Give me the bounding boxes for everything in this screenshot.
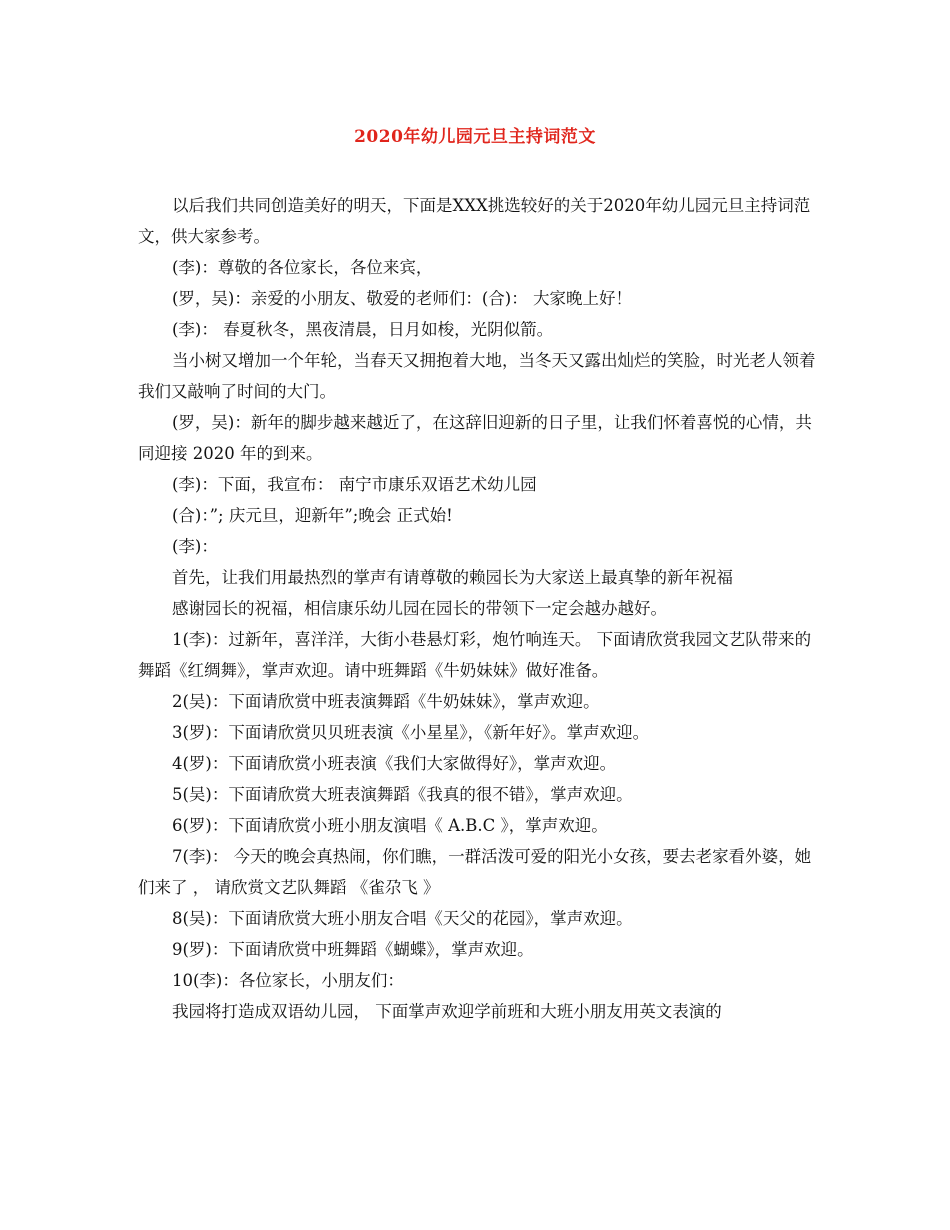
paragraph: 当小树又增加一个年轮，当春天又拥抱着大地，当冬天又露出灿烂的笑脸，时光老人领着我们又敲响了时间的大门。 bbox=[138, 351, 816, 401]
paragraph: (李)： 春夏秋冬，黑夜清晨，日月如梭，光阴似箭。 bbox=[172, 320, 554, 339]
document-body bbox=[138, 190, 818, 1027]
paragraph: 10(李)：各位家长，小朋友们： bbox=[172, 971, 404, 990]
paragraph: 6(罗)：下面请欣赏小班小朋友演唱《 A.B.C 》，掌声欢迎。 bbox=[172, 816, 608, 835]
paragraph: 7(李)： 今天的晚会真热闹，你们瞧，一群活泼可爱的阳光小女孩，要去老家看外婆，她们来了 ， 请欣赏文艺队舞蹈 《雀尕飞 》 bbox=[138, 847, 812, 897]
paragraph: 9(罗)：下面请欣赏中班舞蹈《蝴蝶》，掌声欢迎。 bbox=[172, 940, 534, 959]
paragraph: 以后我们共同创造美好的明天，下面是XXX挑选较好的关于2020年幼儿园元旦主持词范文，供大家参考。 bbox=[138, 196, 811, 246]
paragraph: 5(吴)：下面请欣赏大班表演舞蹈《我真的很不错》，掌声欢迎。 bbox=[172, 785, 633, 804]
paragraph: 8(吴)：下面请欣赏大班小朋友合唱《天父的花园》，掌声欢迎。 bbox=[172, 909, 633, 928]
paragraph: (李)： bbox=[172, 537, 218, 556]
paragraph: 首先，让我们用最热烈的掌声有请尊敬的赖园长为大家送上最真挚的新年祝福 bbox=[172, 568, 733, 587]
paragraph: 感谢园长的祝福，相信康乐幼儿园在园长的带领下一定会越办越好。 bbox=[172, 599, 667, 618]
paragraph: (合)：”; 庆元旦，迎新年”;晚会 正式始! bbox=[172, 506, 453, 525]
paragraph: 1(李)：过新年，喜洋洋，大街小巷悬灯彩，炮竹响连天。 下面请欣赏我园文艺队带来的舞蹈《红绸舞》，掌声欢迎。请中班舞蹈《牛奶妹妹》做好准备。 bbox=[138, 630, 812, 680]
paragraph: (罗，吴)：新年的脚步越来越近了，在这辞旧迎新的日子里，让我们怀着喜悦的心情，共同迎接 2020 年的到来。 bbox=[138, 413, 812, 463]
paragraph: 4(罗)：下面请欣赏小班表演《我们大家做得好》，掌声欢迎。 bbox=[172, 754, 617, 773]
paragraph: 2(吴)：下面请欣赏中班表演舞蹈《牛奶妹妹》，掌声欢迎。 bbox=[172, 692, 600, 711]
paragraph: (李)：尊敬的各位家长，各位来宾， bbox=[172, 258, 433, 277]
document-title: 2020年幼儿园元旦主持词范文 bbox=[354, 127, 596, 147]
paragraph: (罗，吴)：亲爱的小朋友、敬爱的老师们：(合)： 大家晚上好！ bbox=[172, 289, 632, 308]
paragraph: (李)：下面，我宣布： 南宁市康乐双语艺术幼儿园 bbox=[172, 475, 537, 494]
paragraph: 我园将打造成双语幼儿园， 下面掌声欢迎学前班和大班小朋友用英文表演的 bbox=[172, 1002, 722, 1021]
paragraph: 3(罗)：下面请欣赏贝贝班表演《小星星》，《新年好》。掌声欢迎。 bbox=[172, 723, 650, 742]
